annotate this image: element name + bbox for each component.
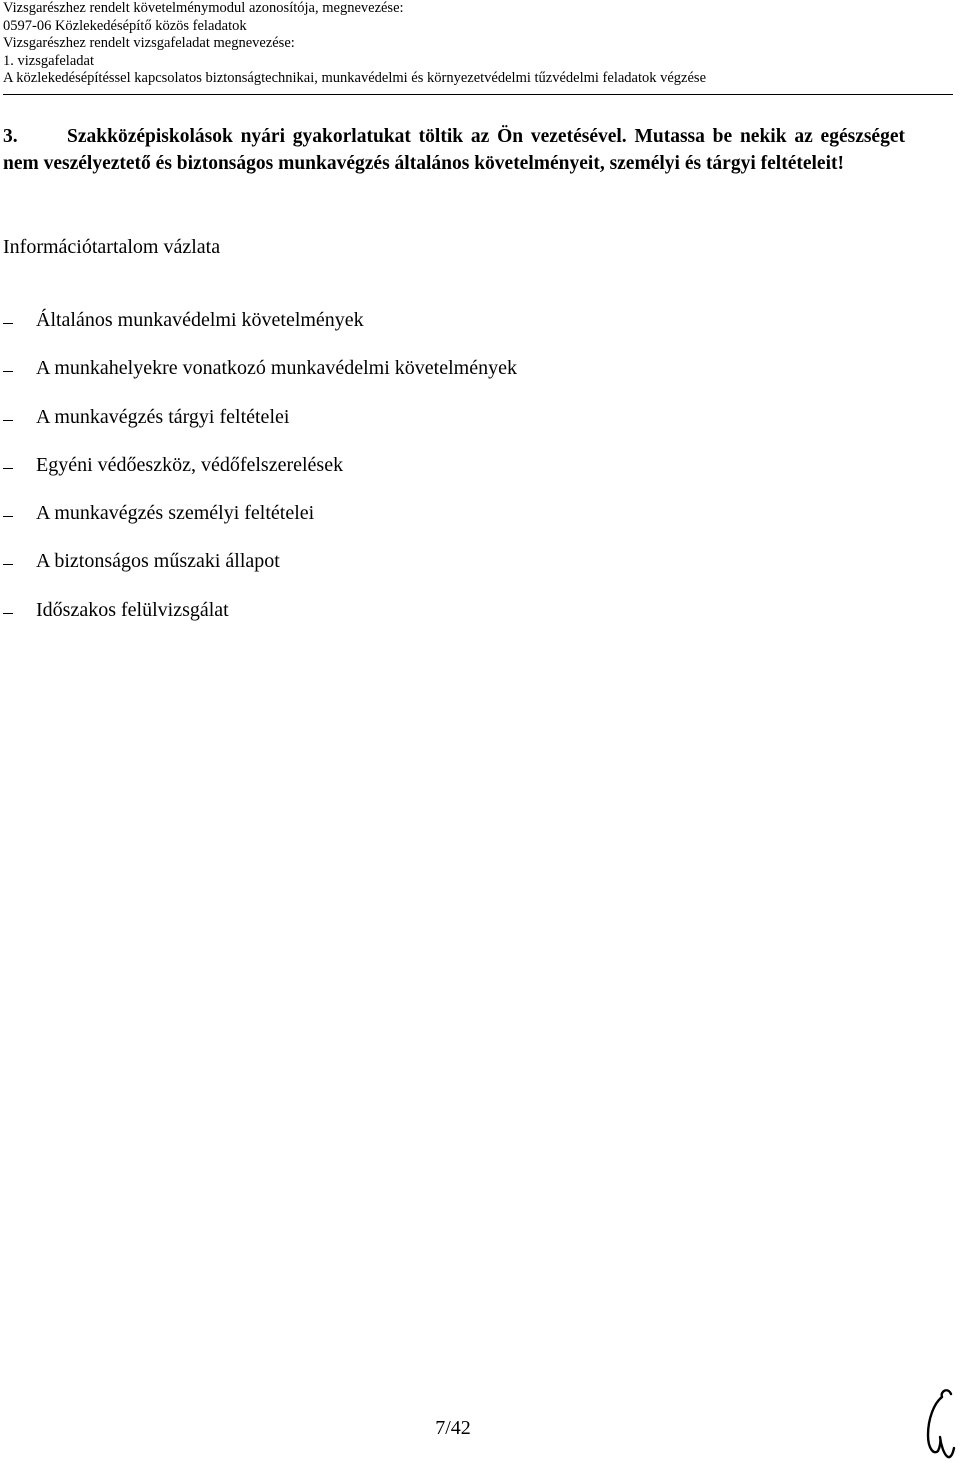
list-item-text: Időszakos felülvizsgálat xyxy=(36,598,229,621)
page-header xyxy=(3,0,953,95)
dash-bullet-icon xyxy=(3,564,13,565)
list-item-text: A munkavégzés személyi feltételei xyxy=(36,502,315,525)
header-task-name: A közlekedésépítéssel kapcsolatos biztonságtechnikai, munkavédelmi és környezetvédelmi tűzvédelmi feladatok végzése xyxy=(3,70,707,86)
dash-bullet-icon xyxy=(3,323,13,324)
header-module-name: 0597-06 Közlekedésépítő közös feladatok xyxy=(3,17,247,34)
list-item-text: Általános munkavédelmi követelmények xyxy=(36,309,364,331)
dash-bullet-icon xyxy=(3,613,13,614)
dash-bullet-icon xyxy=(3,371,13,372)
handwritten-signature-icon xyxy=(918,1385,958,1463)
task-statement xyxy=(3,123,905,177)
header-task-label: Vizsgarészhez rendelt vizsgafeladat megnevezése: xyxy=(3,35,295,51)
list-item-text: A munkavégzés tárgyi feltételei xyxy=(36,405,290,428)
list-item-text: Egyéni védőeszköz, védőfelszerelések xyxy=(36,453,344,476)
dash-bullet-icon xyxy=(3,468,13,469)
dash-bullet-icon xyxy=(3,516,13,517)
header-module-label: Vizsgarészhez rendelt követelménymodul azonosítója, megnevezése: xyxy=(3,0,404,16)
page-number: 7/42 xyxy=(435,1417,471,1439)
task-text: Szakközépiskolások nyári gyakorlatukat töltik az Ön vezetésével. Mutassa be nekik az egészséget nem veszélyeztető és biztonságos munkavégzés általános követelményeit, személyi és tárgyi feltételeit! xyxy=(3,126,905,174)
task-number: 3. xyxy=(3,126,18,147)
header-task-number: 1. vizsgafeladat xyxy=(3,52,94,69)
outline-title: Információtartalom vázlata xyxy=(3,236,221,258)
dash-bullet-icon xyxy=(3,420,13,421)
list-item-text: A biztonságos műszaki állapot xyxy=(36,550,280,573)
list-item-text: A munkahelyekre vonatkozó munkavédelmi követelmények xyxy=(36,357,517,380)
